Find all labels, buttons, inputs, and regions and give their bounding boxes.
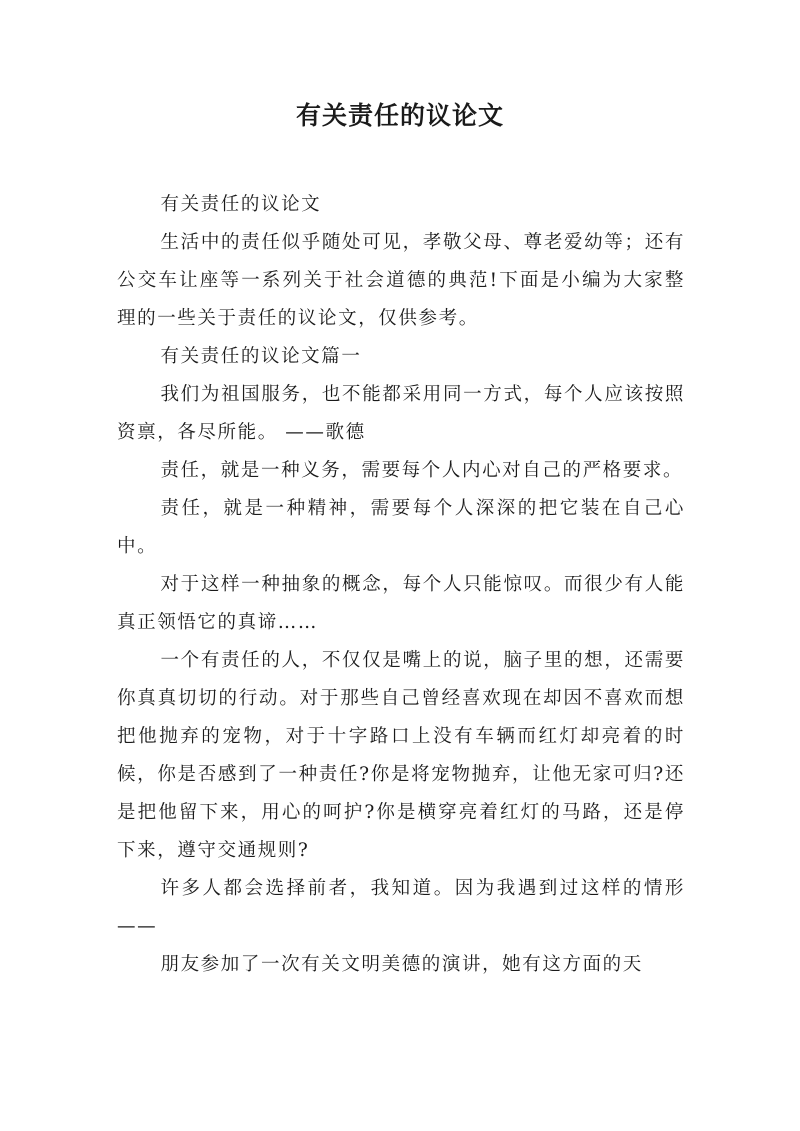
paragraph: 我们为祖国服务，也不能都采用同一方式，每个人应该按照资禀，各尽所能。 ——歌德 bbox=[117, 384, 685, 443]
document-body bbox=[117, 186, 685, 984]
paragraph: 对于这样一种抽象的概念，每个人只能惊叹。而很少有人能真正领悟它的真谛…… bbox=[117, 574, 685, 633]
document-title: 有关责任的议论文 bbox=[295, 101, 504, 130]
paragraph: 朋友参加了一次有关文明美德的演讲，她有这方面的天 bbox=[160, 954, 643, 975]
paragraph: 有关责任的议论文篇一 bbox=[160, 346, 362, 367]
paragraph: 生活中的责任似乎随处可见，孝敬父母、尊老爱幼等；还有公交车让座等一系列关于社会道德的典范!下面是小编为大家整理的一些关于责任的议论文，仅供参考。 bbox=[117, 232, 685, 329]
paragraph: 责任，就是一种义务，需要每个人内心对自己的严格要求。 bbox=[160, 460, 684, 481]
paragraph: 责任，就是一种精神，需要每个人深深的把它装在自己心中。 bbox=[117, 498, 685, 557]
paragraph: 许多人都会选择前者，我知道。因为我遇到过这样的情形—— bbox=[117, 878, 685, 937]
paragraph: 一个有责任的人，不仅仅是嘴上的说，脑子里的想，还需要你真真切切的行动。对于那些自己曾经喜欢现在却因不喜欢而想把他抛弃的宠物，对于十字路口上没有车辆而红灯却亮着的时候，你是否感到了一种责任?你是将宠物抛弃，让他无家可归?还是把他留下来，用心的呵护?你是横穿亮着红灯的马路，还是停下来，遵守交通规则? bbox=[117, 650, 685, 861]
paragraph: 有关责任的议论文 bbox=[160, 194, 322, 215]
